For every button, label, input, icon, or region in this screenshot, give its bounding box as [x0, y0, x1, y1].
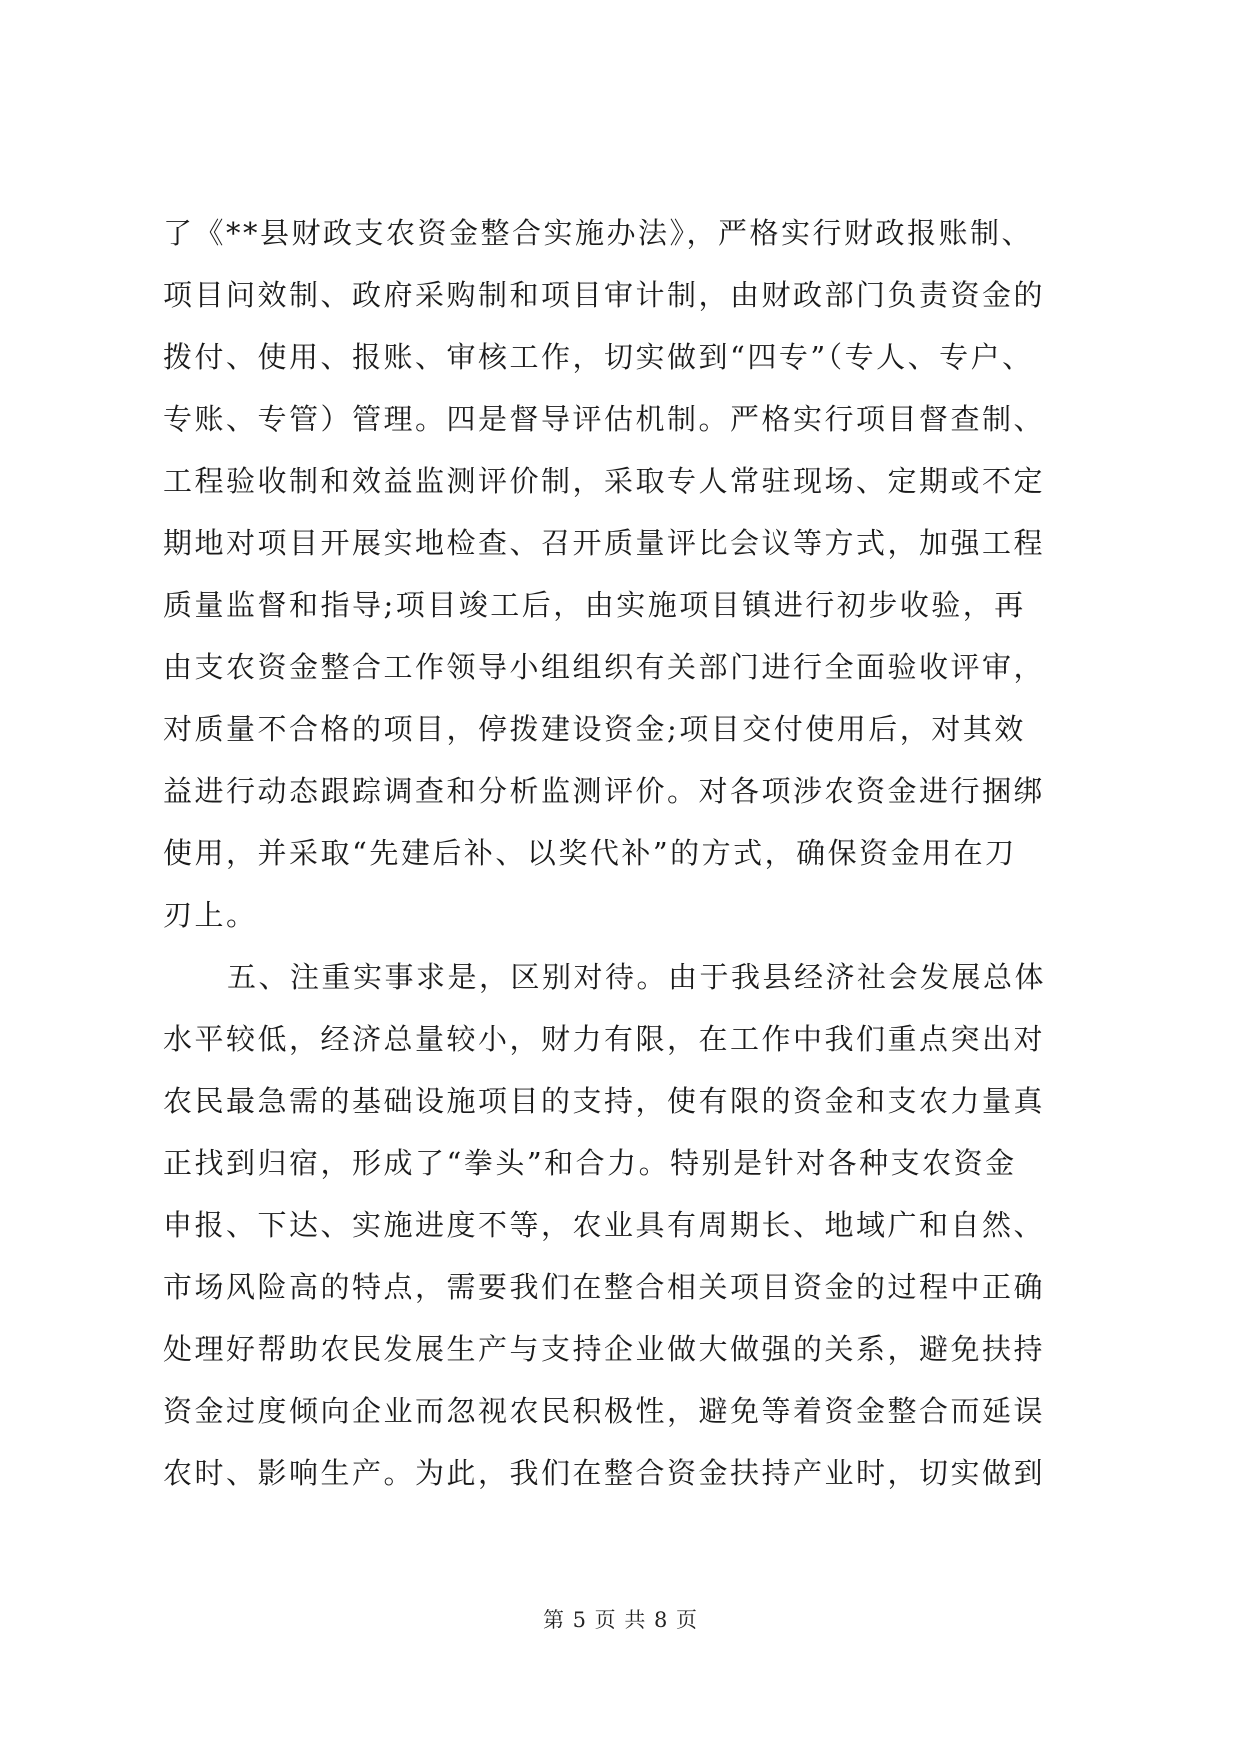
body-text [163, 202, 1083, 1504]
text-line: 农民最急需的基础设施项目的支持，使有限的资金和支农力量真 [163, 1084, 1046, 1118]
text-line: 由支农资金整合工作领导小组组织有关部门进行全面验收评审， [163, 650, 1046, 684]
text-line: 拨付、使用、报账、审核工作，切实做到“四专”（专人、专户、 [163, 340, 1034, 374]
text-line: 水平较低，经济总量较小，财力有限，在工作中我们重点突出对 [163, 1022, 1046, 1056]
text-line: 对质量不合格的项目，停拨建设资金;项目交付使用后，对其效 [163, 712, 1026, 746]
text-line: 项目问效制、政府采购制和项目审计制，由财政部门负责资金的 [163, 278, 1046, 312]
text-line: 益进行动态跟踪调查和分析监测评价。对各项涉农资金进行捆绑 [163, 774, 1046, 808]
text-line: 申报、下达、实施进度不等，农业具有周期长、地域广和自然、 [163, 1208, 1046, 1242]
page-number-footer: 第 5 页 共 8 页 [542, 1608, 699, 1632]
text-line: 质量监督和指导;项目竣工后，由实施项目镇进行初步收验，再 [163, 588, 1026, 622]
text-line: 了《**县财政支农资金整合实施办法》，严格实行财政报账制、 [163, 216, 1034, 250]
text-line: 使用，并采取“先建后补、以奖代补”的方式，确保资金用在刀 [163, 836, 1017, 870]
text-line: 工程验收制和效益监测评价制，采取专人常驻现场、定期或不定 [163, 464, 1046, 498]
text-line: 处理好帮助农民发展生产与支持企业做大做强的关系，避免扶持 [163, 1332, 1046, 1366]
text-line: 农时、影响生产。为此，我们在整合资金扶持产业时，切实做到 [163, 1456, 1046, 1490]
text-line: 正找到归宿，形成了“拳头”和合力。特别是针对各种支农资金 [163, 1146, 1017, 1180]
paragraph-start-line: 五、注重实事求是，区别对待。由于我县经济社会发展总体 [227, 960, 1047, 994]
text-line: 市场风险高的特点，需要我们在整合相关项目资金的过程中正确 [163, 1270, 1046, 1304]
text-line: 资金过度倾向企业而忽视农民积极性，避免等着资金整合而延误 [163, 1394, 1046, 1428]
text-line: 刃上。 [163, 898, 258, 932]
text-line: 专账、专管）管理。四是督导评估机制。严格实行项目督查制、 [163, 402, 1046, 436]
text-line: 期地对项目开展实地检查、召开质量评比会议等方式，加强工程 [163, 526, 1046, 560]
